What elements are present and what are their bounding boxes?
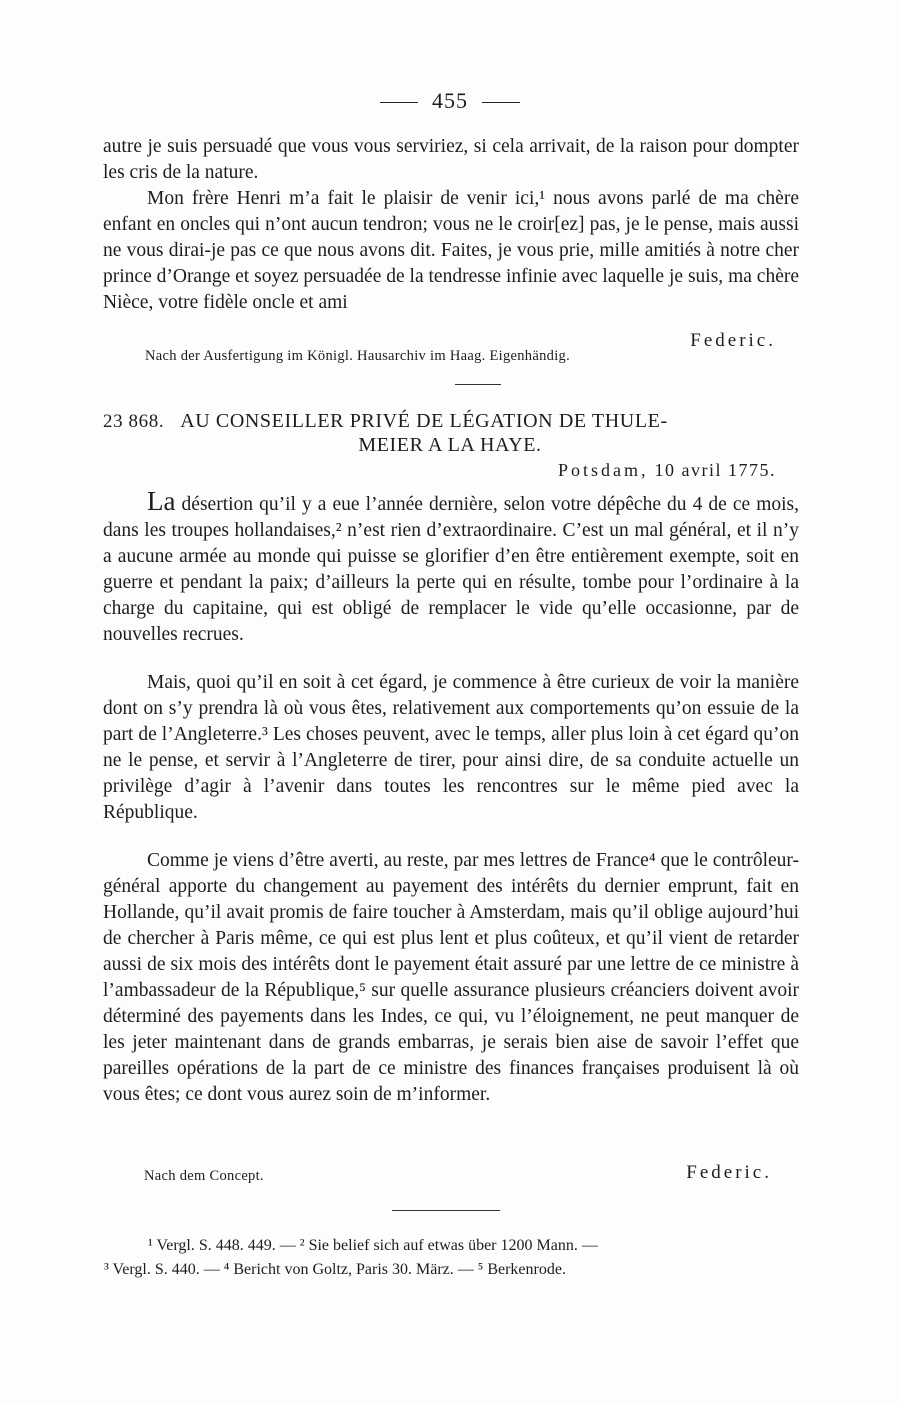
letter-paragraph-1	[103, 488, 799, 648]
page-number: 455	[432, 88, 468, 113]
header-dash-right	[482, 102, 520, 103]
letter-heading-line2: MEIER A LA HAYE.	[358, 434, 542, 456]
letter-source-note: Nach dem Concept.	[144, 1168, 264, 1184]
letter-heading-line1: AU CONSEILLER PRIVÉ DE LÉGATION DE THULE-	[180, 410, 668, 432]
footnote-line-1: ¹ Vergl. S. 448. 449. — ² Sie belief sich auf etwas über 1200 Mann. —	[148, 1237, 598, 1254]
footnote-rule	[392, 1210, 500, 1211]
header-dash-left	[380, 102, 418, 103]
prev-letter-signature: Federic.	[690, 330, 776, 351]
place-date	[558, 460, 776, 481]
prev-letter-source-note: Nach der Ausfertigung im Königl. Hausarchiv im Haag. Eigenhändig.	[145, 348, 570, 364]
letter-heading	[103, 408, 803, 435]
prev-letter-paragraph-2: Mon frère Henri m’a fait le plaisir de venir ici,¹ nous avons parlé de ma chère enfant en oncles qui n’ont aucun tendron; vous ne le croir[ez] pas, je le pense, mais aussi ne vous dirai-je pas ce que nous avons dit. Faites, je vous prie, mille amitiés à notre cher prince d’Orange et soyez persuadée de la tendresse infinie avec laquelle je suis, ma chère Nièce, votre fidèle oncle et ami	[103, 188, 799, 313]
letter-date: 10 avril 1775.	[654, 460, 776, 480]
footnotes	[104, 1234, 804, 1282]
letter-paragraph-1-text: désertion qu’il y a eue l’année dernière, selon votre dépêche du 4 de ce mois, dans les troupes hollandaises,² n’est rien d’extraordinaire. C’est un mal général, et il n’y a aucune armée au monde qui puisse se glorifier d’en être entièrement exempte, soit en guerre et pendant la paix; d’ailleurs la perte qui en résulte, tombe pour l’ordinaire à la charge du capitaine, qui est obligé de remplacer le vide qu’elle occasionne, par de nouvelles recrues.	[103, 494, 800, 645]
footnote-line-2: ³ Vergl. S. 440. — ⁴ Bericht von Goltz, Paris 30. März. — ⁵ Berkenrode.	[104, 1261, 566, 1278]
letter-paragraph-3: Comme je viens d’être averti, au reste, par mes lettres de France⁴ que le contrôleur-général apporte du changement au payement des intérêts du dernier emprunt, fait en Hollande, qu’il avait promis de faire toucher à Amsterdam, mais qu’il oblige aujourd’hui de chercher à Paris même, ce qui est plus lent et plus coûteux, et qu’il vient de retarder aussi de six mois des intérêts dont le payement était assuré par une lettre de ce ministre à l’ambassadeur de la République,⁵ sur quelle assurance plusieurs créanciers doivent avoir déterminé des payements dans les Indes, ce qui, vu l’éloignement, ne peut manquer de les jeter maintenant dans de grands embarras, je serais bien aise de savoir l’effet que pareilles opérations de la part de ce ministre des finances françaises produisent là où vous êtes; ce dont vous aurez soin de m’informer.	[103, 850, 799, 1105]
page-header	[0, 88, 900, 114]
prev-letter-paragraph-1: autre je suis persuadé que vous vous serviriez, si cela arrivait, de la raison pour dompter les cris de la nature.	[103, 136, 799, 183]
dropcap: La	[147, 486, 176, 516]
letter-signature: Federic.	[686, 1162, 772, 1183]
letter-number: 23 868.	[103, 411, 165, 432]
letter-place: Potsdam,	[557, 460, 649, 480]
separator-rule	[455, 384, 501, 385]
letter-paragraph-2: Mais, quoi qu’il en soit à cet égard, je commence à être curieux de voir la manière dont on s’y prendra là où vous êtes, relativement aux comportements qu’on essuie de la part de l’Angleterre.³ Les choses peuvent, avec le temps, aller plus loin à cet égard qu’on ne le pense, et servir à l’Angleterre de tirer, pour ainsi dire, de sa conduite actuelle un privilège d’agir à l’avenir dans toutes les rencontres sur le même pied avec la République.	[103, 672, 799, 823]
